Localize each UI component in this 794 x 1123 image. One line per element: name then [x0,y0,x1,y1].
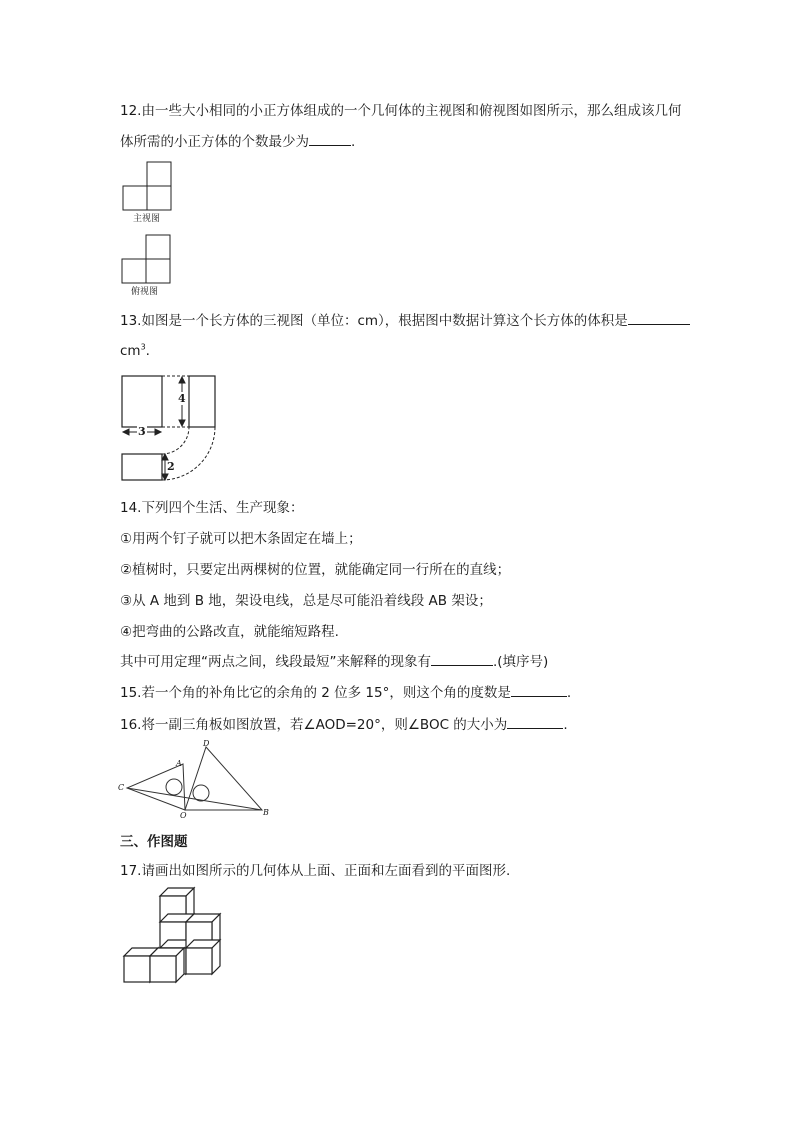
q16-text: 16.将一副三角板如图放置，若∠AOD=20°，则∠BOC 的大小为 [120,717,508,733]
q16-label-c: C [118,783,125,792]
q16-label-a: A [176,759,182,768]
q14-item1: ①用两个钉子就可以把木条固定在墙上； [120,531,362,547]
q15-text: 15.若一个角的补角比它的余角的 2 位多 15°，则这个角的度数是 [120,685,511,701]
q12-line2-text: 体所需的小正方体的个数最少为 [120,134,309,150]
q14-question-text: 其中可用定理“两点之间，线段最短”来解释的现象有 [120,654,431,670]
q14-intro: 14.下列四个生活、生产现象： [120,500,304,516]
q14-question-end: .(填序号) [493,654,549,670]
q13-unit: cm [120,343,141,359]
q13-dim-depth: 2 [167,460,175,473]
q17-text: 17.请画出如图所示的几何体从上面、正面和左面看到的平面图形. [120,863,511,879]
q13-unit-exp: 3 [140,342,146,352]
q16-label-d: D [203,739,210,748]
q12-line1: 12.由一些大小相同的小正方体组成的一个几何体的主视图和俯视图如图所示，那么组成该几何 [120,103,682,119]
q14-item3: ③从 A 地到 B 地，架设电线，总是尽可能沿着线段 AB 架设； [120,593,492,609]
q12-caption-top: 俯视图 [131,287,159,297]
q12-line2-end: . [351,134,356,150]
q13-dim-height: 4 [178,392,186,405]
q16-end: . [563,717,568,733]
q15-end: . [566,685,572,701]
q14-item4: ④把弯曲的公路改直，就能缩短路程. [120,624,339,640]
q13-dim-width: 3 [138,425,146,438]
q13-line1-text: 13.如图是一个长方体的三视图（单位：cm），根据图中数据计算这个长方体的体积是 [120,313,628,329]
q13-unit-end: . [145,343,150,359]
q16-label-b: B [263,808,269,817]
section3-title: 三、作图题 [120,834,188,850]
q14-item2: ②植树时，只要定出两棵树的位置，就能确定同一行所在的直线； [120,562,511,578]
q12-caption-front: 主视图 [133,214,161,224]
q16-label-o: O [180,811,187,820]
